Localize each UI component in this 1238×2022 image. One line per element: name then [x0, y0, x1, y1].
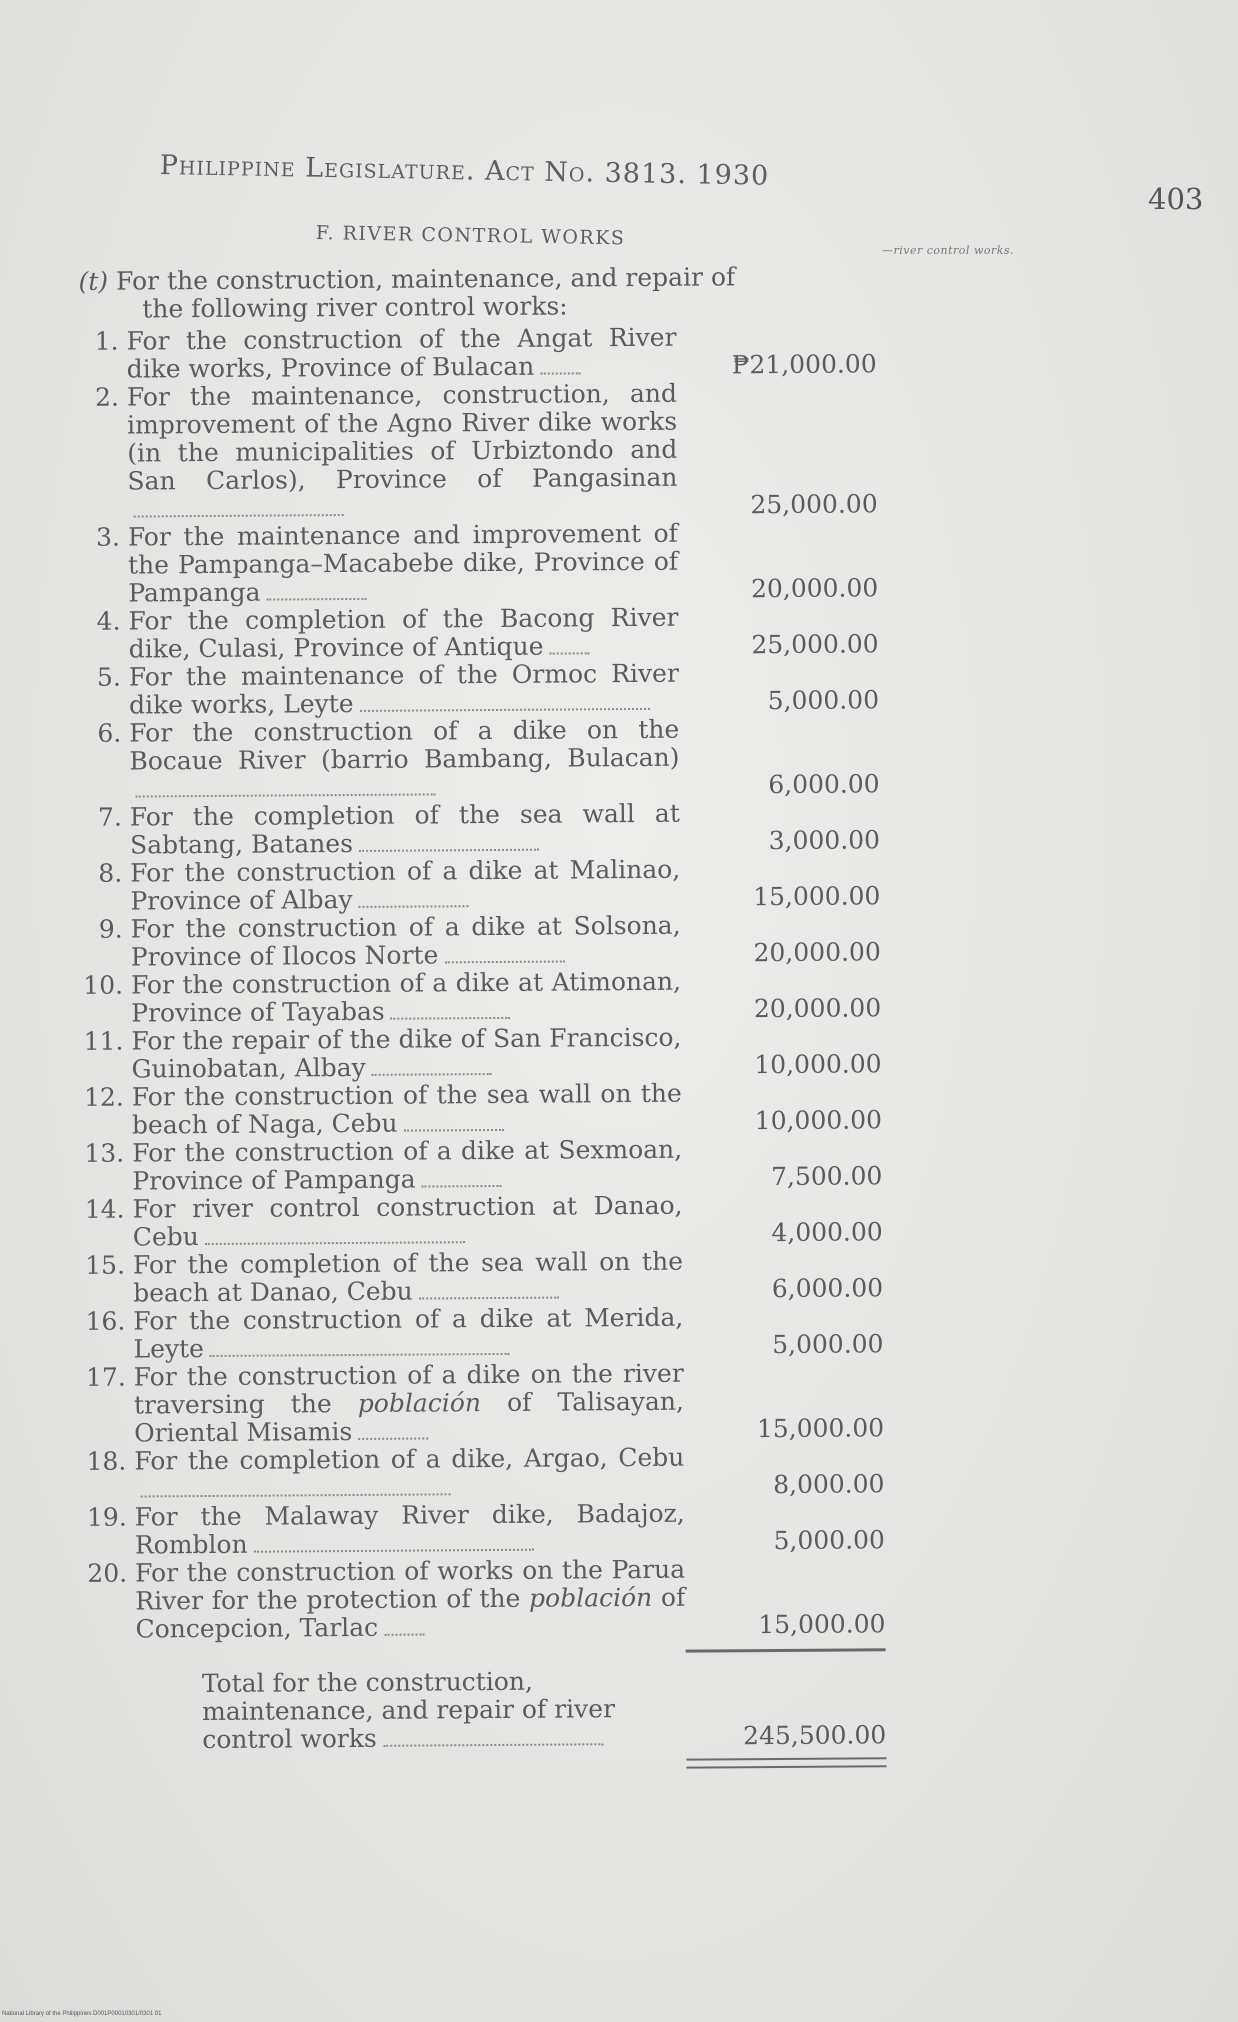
list-item — [68, 1078, 888, 1140]
item-description — [132, 1080, 682, 1140]
item-description — [131, 968, 681, 1028]
item-number: 11. — [83, 1026, 124, 1056]
item-description — [129, 716, 680, 804]
list-item — [65, 714, 886, 804]
leader-dots — [267, 592, 367, 601]
item-amount: 6,000.00 — [771, 1273, 884, 1304]
leader-dots — [205, 1235, 465, 1245]
item-number: 18. — [86, 1446, 127, 1476]
item-number: 16. — [85, 1306, 126, 1336]
leader-dots — [136, 787, 436, 797]
item-text: For the maintenance of the Ormoc River dike works, Leyte — [128, 658, 679, 720]
leader-dots — [141, 1487, 451, 1497]
item-number: 12. — [83, 1082, 124, 1112]
item-amount: 8,000.00 — [773, 1469, 885, 1500]
list-item — [64, 602, 884, 664]
leader-dots — [419, 1291, 559, 1300]
list-item — [63, 378, 884, 524]
item-description — [133, 1248, 683, 1308]
list-item — [66, 798, 886, 860]
item-description — [130, 856, 680, 916]
list-item — [68, 1190, 888, 1252]
item-amount: 15,000.00 — [756, 1413, 885, 1444]
item-text: For the construction of a dike at Atimonan, Province of Tayabas — [130, 966, 682, 1028]
item-text: For the completion of the sea wall at Sabtang, Batanes — [129, 798, 680, 860]
italic-term: población — [529, 1582, 653, 1613]
item-text: For the construction of the Angat River dike works, Province of Bulacan — [126, 322, 677, 384]
item-description — [128, 604, 678, 664]
item-description — [134, 1360, 685, 1448]
item-number: 17. — [85, 1362, 126, 1392]
leader-dots — [383, 1737, 603, 1747]
item-description — [134, 1444, 684, 1504]
list-item — [62, 322, 882, 384]
item-text: For the completion of a dike, Argao, Cebu — [134, 1442, 685, 1476]
list-item — [67, 910, 887, 972]
item-text: For the construction of works on the Parua River for the protection of the población of Concepcion, Tarlac — [135, 1554, 686, 1644]
item-amount: 4,000.00 — [771, 1217, 883, 1248]
item-description — [132, 1136, 682, 1196]
item-text: For the completion of the sea wall on the beach at Danao, Cebu — [132, 1246, 684, 1308]
item-text: For river control construction at Danao, Cebu — [132, 1190, 683, 1252]
list-item — [70, 1358, 891, 1448]
item-description — [135, 1500, 685, 1560]
item-amount: 20,000.00 — [753, 937, 881, 968]
item-number: 6. — [97, 718, 122, 748]
leader-dots — [210, 1347, 510, 1357]
leader-dots — [391, 1011, 511, 1020]
appropriation-list — [62, 262, 892, 1773]
item-description — [127, 380, 678, 524]
item-text: For the completion of the Bacong River dike, Culasi, Province of Antique — [128, 602, 679, 664]
running-head: Philippine Legislature. Act No. 3813. 1930 — [159, 150, 770, 192]
item-description — [130, 800, 680, 860]
item-amount: 5,000.00 — [772, 1329, 884, 1360]
list-item — [66, 854, 886, 916]
sum-rule — [686, 1648, 886, 1652]
item-number: 14. — [84, 1194, 125, 1224]
footer-note: National Library of the Philippines D001P00010301/0301 01 — [2, 2011, 162, 2017]
item-number: 19. — [86, 1502, 127, 1532]
leader-dots — [359, 843, 539, 852]
leader-dots — [360, 702, 650, 712]
list-item — [71, 1498, 891, 1560]
total-text — [202, 1667, 687, 1754]
leader-dots — [384, 1628, 424, 1636]
leader-dots — [134, 508, 344, 517]
list-item — [67, 1022, 887, 1084]
item-number: 9. — [98, 914, 123, 944]
item-amount: 15,000.00 — [753, 881, 881, 912]
double-rule — [686, 1757, 886, 1768]
item-description — [135, 1556, 686, 1644]
list-item — [69, 1302, 889, 1364]
list-item — [64, 518, 885, 608]
item-number: 10. — [83, 970, 124, 1000]
item-text: For the construction of a dike at Merida, Leyte — [133, 1302, 684, 1364]
item-description — [131, 912, 681, 972]
list-item — [71, 1554, 892, 1644]
item-number: 5. — [96, 662, 121, 692]
item-text: For the construction of a dike on the Bocaue River (barrio Bambang, Bulacan) — [129, 714, 680, 776]
margin-note: —river control works. — [882, 244, 1015, 257]
item-text: For the construction of a dike on the river traversing the población of Talisayan, Oriental Misamis — [133, 1358, 685, 1448]
leader-dots — [372, 1067, 492, 1076]
item-amount: 10,000.00 — [754, 1049, 882, 1080]
leader-dots — [254, 1543, 534, 1553]
item-amount: 3,000.00 — [768, 825, 881, 856]
item-number: 20. — [87, 1558, 128, 1588]
item-number: 4. — [96, 606, 121, 636]
item-list — [62, 322, 891, 1644]
item-amount: 5,000.00 — [773, 1525, 885, 1556]
item-text: For the Malaway River dike, Badajoz, Romblon — [134, 1498, 685, 1560]
leader-dots — [422, 1179, 502, 1188]
item-number: 1. — [94, 326, 119, 356]
intro-paragraph — [62, 263, 754, 324]
list-item — [69, 1246, 889, 1308]
item-text: For the construction of a dike at Solsona, Province of Ilocos Norte — [130, 910, 681, 972]
intro-text: For the construction, maintenance, and repair of the following river control works: — [115, 262, 736, 324]
item-number: 2. — [94, 382, 120, 412]
item-amount: 10,000.00 — [754, 1105, 883, 1136]
item-amount: 6,000.00 — [768, 769, 880, 800]
italic-term: población — [357, 1388, 482, 1418]
item-text: For the construction of the sea wall on the beach of Naga, Cebu — [131, 1078, 682, 1140]
item-description — [133, 1304, 683, 1364]
intro-marker: (t) — [78, 266, 109, 296]
item-text: For the maintenance and improvement of the Pampanga–Macabebe dike, Province of Pampanga — [127, 518, 679, 608]
leader-dots — [549, 646, 589, 654]
item-number: 13. — [84, 1138, 125, 1168]
item-amount: 20,000.00 — [753, 993, 882, 1024]
item-number: 7. — [97, 802, 122, 832]
total-row — [72, 1665, 893, 1755]
item-text: For the construction of a dike at Sexmoan, Province of Pampanga — [132, 1134, 683, 1196]
item-description — [129, 660, 679, 720]
leader-dots — [444, 955, 564, 964]
leader-dots — [358, 1431, 428, 1439]
item-text: For the construction of a dike at Malinao, Province of Albay — [130, 854, 681, 916]
total-amount: 245,500.00 — [743, 1720, 887, 1751]
page-number: 403 — [1148, 182, 1204, 216]
item-number: 3. — [95, 522, 120, 552]
section-title: F. RIVER CONTROL WORKS — [315, 222, 626, 250]
item-amount: 20,000.00 — [750, 573, 879, 604]
list-item — [67, 966, 887, 1028]
total-label: Total for the construction, maintenance, and repair of river control works — [201, 1666, 616, 1755]
item-amount: 7,500.00 — [770, 1161, 883, 1192]
leader-dots — [359, 899, 469, 908]
item-number: 15. — [85, 1250, 126, 1280]
item-amount: 15,000.00 — [758, 1609, 886, 1640]
leader-dots — [404, 1123, 504, 1132]
list-item — [70, 1442, 890, 1504]
item-number: 8. — [98, 858, 123, 888]
item-amount: 25,000.00 — [750, 489, 878, 520]
item-amount: 25,000.00 — [751, 629, 879, 660]
list-item — [68, 1134, 888, 1196]
item-description — [132, 1192, 682, 1252]
item-description — [126, 324, 676, 384]
item-description — [128, 520, 679, 608]
list-item — [65, 658, 885, 720]
item-amount: 5,000.00 — [767, 685, 880, 716]
item-text: For the repair of the dike of San Francisco, Guinobatan, Albay — [131, 1022, 682, 1084]
item-amount: ₱21,000.00 — [731, 349, 877, 380]
item-description — [131, 1024, 681, 1084]
item-text: For the maintenance, construction, and improvement of the Agno River dike works (in the municipalities of Urbiztondo and San Carlos), Province of Pangasinan — [126, 378, 678, 496]
leader-dots — [540, 366, 580, 374]
